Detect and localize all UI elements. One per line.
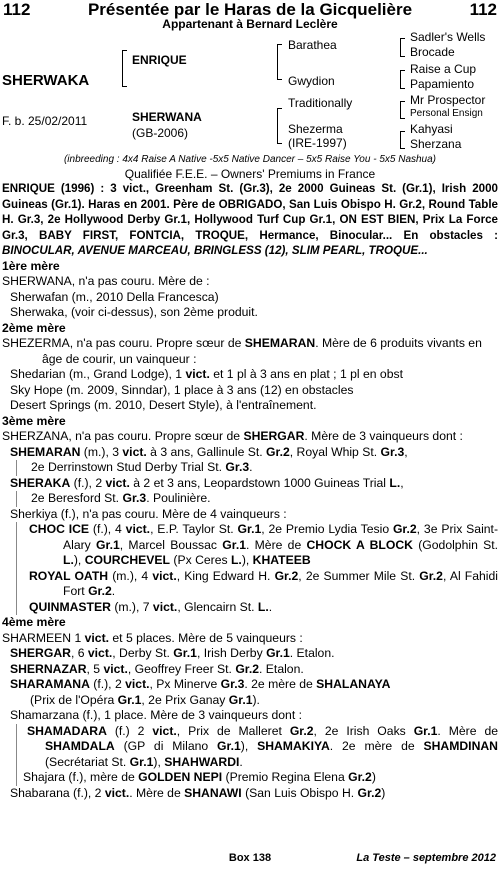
m4-intro: [2, 631, 498, 647]
m4-grand-line: [23, 770, 498, 786]
text: , Royal Whip St.: [289, 444, 381, 459]
m3-produce-cont: [16, 491, 498, 507]
term: Gr.1: [129, 754, 154, 769]
term: L.: [230, 553, 242, 567]
dam-origin: (GB-2006): [132, 126, 189, 140]
term: vict.: [103, 661, 128, 676]
text: ),: [240, 739, 258, 753]
ancestor-6: Personal Ensign: [410, 108, 483, 119]
m4-produce: [2, 646, 498, 662]
term: Gr.2: [348, 770, 372, 784]
text: , 6: [70, 646, 88, 660]
term: Gr.1: [413, 723, 438, 738]
section-fourth-dam: 4ème mère: [2, 615, 66, 629]
section-third-dam: 3ème mère: [2, 413, 66, 428]
m3-grand-produce: [16, 522, 498, 615]
term: Gr.1: [173, 646, 197, 660]
term: Gr.2: [266, 444, 290, 459]
text: ),: [153, 754, 165, 769]
term: Gr.1: [117, 692, 142, 707]
horse-ref: SHAMAKIYA: [257, 739, 330, 753]
term: Gr.3: [225, 460, 250, 474]
horse-ref: SHEMARAN: [10, 444, 81, 459]
text: ),: [73, 553, 85, 567]
ancestor-2: Brocade: [410, 45, 455, 59]
section-first-dam: 1ère mère: [2, 258, 60, 273]
horse-ref: KHATEEB: [252, 553, 311, 567]
text: (m.), 4: [108, 568, 153, 583]
horse-ref: SHALANAYA: [316, 677, 391, 691]
text: SHEZERMA, n'a pas couru. Propre sœur de: [2, 336, 245, 350]
text: ): [381, 785, 386, 800]
m3-produce-cont: [16, 460, 498, 476]
term: vict.: [125, 522, 151, 536]
grandsire-dam: Gwydion: [288, 74, 335, 88]
sire-record-obstacles: BINOCULAR, AVENUE MARCEAU, BRINGLESS (12), SLIM PEARL, TROQUE...: [2, 244, 428, 257]
term: L.: [63, 553, 74, 567]
text: , Prix de Malleret: [176, 723, 290, 738]
m1-line: Sherwafan (m., 2010 Della Francesca): [10, 289, 219, 304]
text: ),: [241, 553, 253, 567]
m4-produce: Shamarzana (f.), 1 place. Mère de 3 vainqueurs dont :: [10, 708, 302, 722]
term: Gr.1: [217, 739, 241, 753]
text: .: [268, 599, 273, 614]
term: vict.: [152, 599, 178, 614]
text: . Etalon.: [289, 646, 335, 660]
bracket-gg3: [400, 101, 405, 119]
m4-produce: [2, 786, 498, 802]
text: (f.), 4: [89, 522, 126, 536]
ancestor-7: Kahyasi: [410, 122, 453, 136]
m1-line: Sherwaka, (voir ci-dessus), son 2ème produit.: [10, 305, 258, 319]
term: Gr.2: [88, 584, 112, 598]
sire-name: ENRIQUE: [132, 53, 187, 67]
horse-name: SHERWAKA: [2, 72, 90, 89]
sire-record-text: ENRIQUE (1996) : 3 vict., Greenham St. (Gr.3), 2e 2000 Guineas St. (Gr.1), Irish 2000 Guineas (Gr.1). Haras en 2001. Père de OBRIGADO, San Luis Obispo H. Gr.2, Round Table H. Gr.3, 2e Hollywood Derby Gr.1, Hollywood Turf Cup Gr.1, ON EST BIEN, Prix La Force Gr.3, BABY FIRST, FONTCIA, TROQUE, Hermance, Binocular... En obstacles :: [2, 182, 498, 242]
text: Shabarana (f.), 2: [10, 785, 105, 800]
term: vict.: [185, 367, 210, 381]
horse-ref: SHEMARAN: [244, 336, 316, 350]
horse-ref: CHOCK A BLOCK: [306, 537, 413, 552]
term: Gr.1: [222, 537, 246, 552]
text: . Mère de: [437, 723, 499, 738]
text: Shajara (f.), mère de: [23, 770, 139, 784]
m4-grand-produce: [16, 724, 498, 786]
bracket-sire: [122, 50, 127, 87]
term: vict.: [104, 785, 130, 800]
m3-grand-line: [23, 522, 498, 569]
catalogue-body: [2, 181, 498, 801]
term: vict.: [122, 444, 147, 459]
horse-ref: ROYAL OATH: [29, 568, 109, 583]
bracket-gdam: [277, 108, 282, 144]
horse-ref: SHAMADARA: [27, 723, 107, 738]
text: ).: [252, 692, 260, 707]
text: (f.), 2: [89, 677, 126, 691]
text: Shedarian (m., Grand Lodge), 1: [10, 367, 186, 381]
m2-line: Sky Hope (m. 2009, Sinndar), 1 place à 3 ans (12) en obstacles: [10, 382, 354, 397]
text: ): [371, 770, 376, 784]
grandsire-sire: Barathea: [288, 38, 337, 52]
text: 2e Beresford St.: [31, 491, 123, 505]
m3-grand-line: [23, 569, 498, 600]
horse-ref: SHAMDALA: [45, 739, 115, 753]
text: , 2e Premio Lydia Tesio: [261, 522, 393, 536]
term: Gr.2: [419, 568, 443, 583]
horse-ref: CHOC ICE: [29, 522, 90, 536]
text: (f.) 2: [106, 723, 153, 738]
text: . 2e mère de: [244, 677, 317, 691]
text: . Mère de: [245, 537, 307, 552]
granddam-dam-origin: (IRE-1997): [288, 136, 347, 150]
text: et 1 pl à 3 ans en plat ; 1 pl en obst: [209, 367, 403, 381]
m3-produce: [2, 476, 498, 492]
text: . Poulinière.: [146, 491, 211, 505]
text: et 5 places. Mère de 5 vainqueurs :: [109, 630, 303, 645]
text: 2e Derrinstown Stud Derby Trial St.: [31, 460, 226, 474]
term: vict.: [152, 568, 177, 583]
text: , Px Minerve: [149, 677, 221, 691]
horse-ref: SHAHWARDI: [164, 754, 240, 769]
term: Gr.2: [392, 522, 417, 536]
term: Gr.3: [220, 677, 245, 691]
horse-ref: QUINMASTER: [29, 599, 111, 614]
text: ,: [404, 444, 408, 459]
text: , 2e Summer Mile St.: [298, 568, 420, 583]
m1-line: SHERWANA, n'a pas couru. Mère de :: [2, 274, 210, 288]
page-title: Présentée par le Haras de la Gicquelière: [87, 0, 413, 19]
text: .: [249, 460, 253, 474]
bracket-gg2: [400, 70, 405, 89]
lot-number-right: 112: [469, 0, 497, 19]
text: (Prix de l'Opéra: [30, 692, 118, 707]
m4-produce-cont: [2, 693, 498, 709]
sire-record: [2, 181, 498, 259]
text: (San Luis Obispo H.: [241, 785, 358, 800]
term: Gr.2: [274, 568, 299, 583]
term: Gr.2: [357, 785, 382, 800]
text: ,: [400, 475, 404, 490]
lot-number-left: 112: [3, 0, 31, 19]
text: (Premio Regina Elena: [222, 770, 349, 784]
horse-ref: SHARAMANA: [10, 677, 90, 691]
term: Gr.1: [228, 692, 253, 707]
term: vict.: [84, 630, 110, 645]
horse-ref: SHAMDINAN: [423, 739, 498, 753]
text: , Glencairn St.: [177, 599, 258, 614]
text: , Derby St.: [112, 646, 174, 660]
horse-details: F. b. 25/02/2011: [2, 114, 88, 128]
ancestor-8: Sherzana: [410, 137, 462, 151]
m2-line: Desert Springs (m. 2010, Desert Style), à l'entraînement.: [10, 398, 317, 412]
box-number: Box 138: [228, 852, 272, 864]
term: vict.: [152, 723, 177, 738]
ancestor-5: Mr Prospector: [410, 93, 486, 107]
horse-ref: SHERGAR: [243, 429, 305, 443]
m2-intro: [2, 336, 498, 367]
bracket-gg4: [400, 131, 405, 149]
bracket-gg1: [400, 38, 405, 57]
m3-produce: Sherkiya (f.), n'a pas couru. Mère de 4 vainqueurs :: [10, 506, 287, 521]
text: (GP di Milano: [114, 739, 218, 753]
text: à 2 et 3 ans, Leopardstown 1000 Guineas Trial: [129, 475, 390, 490]
text: , King Edward H.: [176, 568, 275, 583]
qualification-line: Qualifiée F.E.E. – Owners' Premiums in France: [124, 167, 376, 181]
m3-intro: [2, 429, 498, 445]
text: à 3 ans, Gallinule St.: [146, 444, 267, 459]
term: Gr.2: [235, 661, 260, 676]
text: , 5: [86, 661, 104, 676]
term: Gr.1: [96, 537, 120, 552]
inbreeding-line: (inbreeding : 4x4 Raise A Native -5x5 Native Dancer – 5x5 Raise You - 5x5 Nashua): [63, 154, 437, 165]
term: vict.: [105, 475, 130, 490]
m2-line: [2, 367, 498, 383]
text: .: [239, 754, 243, 769]
term: vict.: [87, 646, 113, 660]
text: (m.), 3: [80, 444, 123, 459]
sale-info: La Teste – septembre 2012: [356, 852, 496, 864]
dam-name: SHERWANA: [132, 110, 202, 124]
granddam-dam: Shezerma: [288, 122, 343, 136]
m4-produce: [2, 677, 498, 693]
term: Gr.1: [237, 522, 262, 536]
text: . Mère de 6 produits vivants en âge de courir, un vainqueur :: [42, 336, 482, 366]
m4-grand-line: [23, 724, 498, 771]
text: , Al Fahidi Fort: [63, 568, 498, 598]
text: SHERZANA, n'a pas couru. Propre sœur de: [2, 429, 244, 443]
horse-ref: SHERGAR: [10, 646, 71, 660]
text: . Mère de: [129, 785, 185, 800]
m4-produce: [2, 662, 498, 678]
text: , Marcel Boussac: [119, 537, 223, 552]
text: (f.), 2: [70, 475, 106, 490]
horse-ref: SHERAKA: [10, 475, 71, 490]
granddam-sire: Traditionally: [288, 96, 353, 110]
bracket-gsire: [277, 44, 282, 80]
horse-ref: SHERNAZAR: [10, 661, 87, 676]
m3-produce: [2, 445, 498, 461]
text: , E.P. Taylor St.: [150, 522, 238, 536]
term: Gr.2: [289, 723, 314, 738]
horse-ref: GOLDEN NEPI: [138, 770, 223, 784]
text: (m.), 7: [110, 599, 153, 614]
owner-line: Appartenant à Bernard Leclère: [162, 17, 338, 31]
term: vict.: [125, 677, 150, 691]
m3-grand-line: [23, 600, 498, 616]
pedigree-table: [0, 30, 500, 152]
term: L.: [257, 599, 269, 614]
text: . 2e mère de: [329, 739, 424, 753]
text: , 3e Prix Saint-Alary: [63, 522, 498, 552]
text: , 2e Prix Ganay: [141, 692, 229, 707]
term: L.: [389, 475, 401, 490]
ancestor-1: Sadler's Wells: [410, 30, 486, 44]
ancestor-3: Raise a Cup: [410, 62, 477, 76]
text: .: [111, 584, 116, 598]
text: (Godolphin St.: [412, 537, 499, 552]
text: (Px Ceres: [170, 553, 231, 567]
text: , 2e Irish Oaks: [313, 723, 414, 738]
term: Gr.3: [122, 491, 147, 505]
text: . Mère de 3 vainqueurs dont :: [304, 429, 463, 443]
ancestor-4: Papamiento: [410, 77, 475, 91]
text: , Geoffrey Freer St.: [127, 661, 236, 676]
horse-ref: SHANAWI: [184, 785, 242, 800]
horse-ref: COURCHEVEL: [84, 553, 171, 567]
section-second-dam: 2ème mère: [2, 320, 66, 335]
text: . Etalon.: [259, 661, 304, 676]
text: (Secrétariat St.: [45, 754, 130, 769]
term: Gr.3: [380, 444, 405, 459]
term: Gr.1: [266, 646, 290, 660]
text: , Irish Derby: [196, 646, 267, 660]
text: SHARMEEN 1: [2, 630, 85, 645]
